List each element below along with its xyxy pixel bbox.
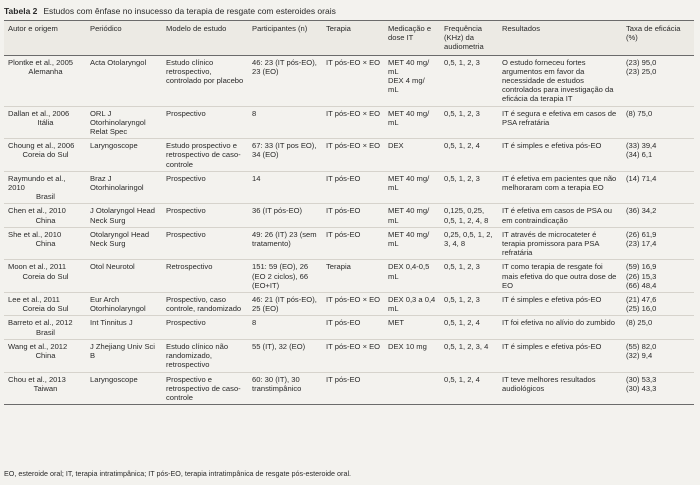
medication-dose: MET 40 mg/ mL [388,108,430,127]
rate-cell [622,106,694,139]
efficacy-rate: (14) 71,4 [626,173,657,183]
efficacy-rate: (23) 95,0 [626,57,657,67]
efficacy-rate: (21) 47,6 [626,295,657,305]
audiometry-frequency: 0,5, 1, 2, 3 [444,295,480,305]
therapy: IT pós-EO × EO [326,341,381,351]
frequency-cell [440,227,498,260]
results-cell [498,106,622,139]
study-design: Prospectivo [166,229,206,239]
efficacy-rate: (26) 15,3 [626,271,657,281]
study-design: Prospectivo e retrospectivo de caso-controle [166,374,241,402]
participants-cell [248,372,322,405]
therapy: IT pós-EO × EO [326,141,381,151]
rate-cell [622,260,694,293]
rate-cell [622,316,694,339]
efficacy-rate: (26) 61,9 [626,229,657,239]
participants: 46: 23 (IT pós-EO), 23 (EO) [252,57,317,76]
table-row [4,372,694,405]
design-cell [162,372,248,405]
participants: 60: 30 (IT), 30 transtimpânico [252,374,302,393]
header-rate: Taxa de eficácia (%) [622,21,694,56]
frequency-cell [440,316,498,339]
journal: Otol Neurotol [90,262,135,272]
frequency-cell [440,372,498,405]
therapy-cell [322,204,384,227]
journal: Eur Arch Otorhinolaryngol [90,295,146,314]
author-cell [4,139,86,172]
rate-cell [622,204,694,227]
journal: J Otolaryngol Head Neck Surg [90,206,156,225]
design-cell [162,139,248,172]
therapy: IT pós-EO × EO [326,108,381,118]
medication-dose: MET [388,318,405,328]
study-design: Prospectivo [166,173,206,183]
author-cell [4,55,86,106]
header-results: Resultados [498,21,622,56]
therapy-cell [322,171,384,204]
participants-cell [248,139,322,172]
participants: 14 [252,173,261,183]
medication-cell [384,171,440,204]
efficacy-rate: (25) 16,0 [626,304,657,314]
participants: 36 (IT pós-EO) [252,206,303,216]
author-cell [4,260,86,293]
author-cell [4,293,86,316]
design-cell [162,106,248,139]
journal-cell [86,260,162,293]
efficacy-rate: (59) 16,9 [626,262,657,272]
therapy-cell [322,260,384,293]
results-cell [498,139,622,172]
results-cell [498,227,622,260]
design-cell [162,339,248,372]
author-cell [4,316,86,339]
participants-cell [248,55,322,106]
author-name: Wang et al., 2012 [8,341,68,351]
journal: Otolaryngol Head Neck Surg [90,229,150,249]
results: IT através de microcateter é terapia promissora para PSA refratária [502,229,600,258]
rate-cell [622,227,694,260]
results: IT foi efetiva no alívio do zumbido [502,318,615,328]
table-title: Estudos com ênfase no insucesso da terapia de resgate com esteroides orais [43,6,336,16]
frequency-cell [440,171,498,204]
author-country: Coreia do Sul [22,304,69,314]
medication-cell [384,139,440,172]
header-design: Modelo de estudo [162,21,248,56]
efficacy-rate: (36) 34,2 [626,206,657,216]
frequency-cell [440,106,498,139]
study-design: Prospectivo, caso controle, randomizado [166,295,242,314]
participants: 151: 59 (EO), 26 (EO 2 ciclos), 66 (EO+IT) [252,262,309,290]
efficacy-rate: (66) 48,4 [626,280,657,290]
journal: Laryngoscope [90,141,138,151]
table-footnote: EO, esteroide oral; IT, terapia intratimpânica; IT pós-EO, terapia intratimpânica de resgate pós-esteroide oral. [4,469,352,478]
study-design: Estudo clínico não randomizado, retrospectivo [166,341,229,370]
author-country: Coreia do Sul [22,271,69,281]
results: IT é efetiva em pacientes que não melhoraram com a terapia EO [502,173,617,193]
author-cell [4,204,86,227]
design-cell [162,204,248,227]
author-cell [4,171,86,204]
medication-cell [384,227,440,260]
author-country: Itália [37,117,54,127]
design-cell [162,316,248,339]
medication-dose: DEX 0,4-0,5 mL [388,262,430,281]
participants: 67: 33 (IT pos EO), 34 (EO) [252,141,317,160]
header-participants: Participantes (n) [248,21,322,56]
frequency-cell [440,204,498,227]
results: IT é simples e efetiva pós-EO [502,295,602,305]
journal-cell [86,316,162,339]
author-name: Dallan et al., 2006 [8,108,70,118]
journal-cell [86,372,162,405]
therapy: Terapia [326,262,351,272]
medication-cell [384,293,440,316]
author-name: Lee et al., 2011 [8,295,60,305]
results: IT é efetiva em casos de PSA ou em contraindicação [502,206,613,225]
author-name: Chou et al., 2013 [8,374,66,384]
therapy-cell [322,293,384,316]
journal: Acta Otolaryngol [90,57,147,67]
table-header [4,21,694,56]
participants: 49: 26 (IT) 23 (sem tratamento) [252,229,317,249]
table-row [4,139,694,172]
therapy: IT pós-EO [326,173,361,183]
study-design: Prospectivo [166,318,206,328]
frequency-cell [440,139,498,172]
header-therapy: Terapia [322,21,384,56]
rate-cell [622,171,694,204]
author-country: Alemanha [28,66,63,76]
study-design: Prospectivo [166,108,206,118]
journal-cell [86,293,162,316]
author-cell [4,227,86,260]
efficacy-rate: (33) 39,4 [626,141,657,151]
author-name: Plontke et al., 2005 [8,57,74,67]
therapy-cell [322,316,384,339]
author-name: Choung et al., 2006 [8,141,75,151]
medication-dose: MET 40 mg/ mL [388,173,430,193]
table-row [4,106,694,139]
results-cell [498,316,622,339]
results: IT como terapia de resgate foi mais efetiva do que outra dose de EO [502,262,617,290]
audiometry-frequency: 0,125, 0,25, 0,5, 1, 2, 4, 8 [444,206,489,225]
journal: J Zhejiang Univ Sci B [90,341,155,361]
table-row [4,339,694,372]
design-cell [162,55,248,106]
results-cell [498,260,622,293]
results: IT é segura e efetiva em casos de PSA refratária [502,108,617,127]
results: IT teve melhores resultados audiológicos [502,374,596,393]
efficacy-rate: (32) 9,4 [626,351,653,361]
header-journal: Periódico [86,21,162,56]
results-cell [498,55,622,106]
header-medication: Medicação e dose IT [384,21,440,56]
efficacy-rate: (30) 53,3 [626,374,657,384]
participants: 46: 21 (IT pós-EO), 25 (EO) [252,295,317,314]
journal-cell [86,204,162,227]
journal: Int Tinnitus J [90,318,133,328]
rate-cell [622,372,694,405]
table-row [4,293,694,316]
audiometry-frequency: 0,5, 1, 2, 3, 4 [444,341,489,351]
efficacy-rate: (34) 6,1 [626,150,653,160]
study-design: Estudo prospectivo e retrospectivo de caso-controle [166,141,241,169]
frequency-cell [440,260,498,293]
efficacy-rate: (55) 82,0 [626,341,657,351]
table-row [4,316,694,339]
results: IT é simples e efetiva pós-EO [502,141,602,151]
medication-cell [384,316,440,339]
author-name: Barreto et al., 2012 [8,318,73,328]
therapy-cell [322,55,384,106]
audiometry-frequency: 0,5, 1, 2, 4 [444,141,480,151]
frequency-cell [440,293,498,316]
therapy-cell [322,139,384,172]
participants-cell [248,260,322,293]
frequency-cell [440,339,498,372]
medication-dose: MET 40 mg/ mL [388,206,430,225]
therapy: IT pós-EO × EO [326,295,381,305]
participants-cell [248,106,322,139]
author-country: China [35,239,56,249]
study-design: Estudo clínico retrospectivo, controlado por placebo [166,57,244,86]
participants-cell [248,339,322,372]
table-body [4,55,694,405]
frequency-cell [440,55,498,106]
header-author: Autor e origem [4,21,86,56]
participants-cell [248,171,322,204]
medication-cell [384,106,440,139]
participants-cell [248,227,322,260]
table-label: Tabela 2 [4,6,38,16]
efficacy-rate: (23) 17,4 [626,239,657,249]
therapy: IT pós-EO × EO [326,57,381,67]
author-cell [4,106,86,139]
audiometry-frequency: 0,5, 1, 2, 3 [444,57,480,67]
efficacy-rate: (8) 75,0 [626,108,653,118]
therapy-cell [322,339,384,372]
therapy-cell [322,372,384,405]
participants: 8 [252,108,257,118]
therapy: IT pós-EO [326,318,361,328]
journal: Laryngoscope [90,374,138,384]
author-name: Moon et al., 2011 [8,262,67,272]
medication-cell [384,372,440,405]
results-cell [498,339,622,372]
design-cell [162,293,248,316]
author-country: China [35,351,56,361]
medication-dose: MET 40 mg/ mL [388,229,430,249]
results: IT é simples e efetiva pós-EO [502,341,602,351]
author-country: Coreia do Sul [22,150,69,160]
audiometry-frequency: 0,5, 1, 2, 4 [444,318,480,328]
results-cell [498,204,622,227]
audiometry-frequency: 0,5, 1, 2, 3 [444,173,480,183]
journal-cell [86,339,162,372]
journal-cell [86,106,162,139]
medication-dose: DEX [388,141,404,151]
journal-cell [86,227,162,260]
study-design: Retrospectivo [166,262,213,272]
author-country: Taiwan [33,383,58,393]
author-name: She et al., 2010 [8,229,62,239]
efficacy-rate: (23) 25,0 [626,66,657,76]
journal-cell [86,55,162,106]
therapy-cell [322,106,384,139]
therapy: IT pós-EO [326,229,361,239]
author-name: Raymundo et al., 2010 [8,173,66,193]
journal-cell [86,171,162,204]
table-row [4,171,694,204]
author-country: Brasil [36,192,55,202]
medication-cell [384,55,440,106]
participants-cell [248,204,322,227]
medication-dose: DEX 10 mg [388,341,427,351]
rate-cell [622,139,694,172]
rate-cell [622,339,694,372]
journal: ORL J Otorhinolaryngol Relat Spec [90,108,146,137]
rate-cell [622,55,694,106]
medication-cell [384,204,440,227]
medication-dose: DEX 0,3 a 0,4 mL [388,295,436,314]
efficacy-rate: (30) 43,3 [626,383,657,393]
medication-dose: DEX 4 mg/ mL [388,76,425,95]
results-cell [498,293,622,316]
author-name: Chen et al., 2010 [8,206,66,216]
studies-table [4,20,694,405]
design-cell [162,171,248,204]
table-caption [4,4,694,18]
therapy-cell [322,227,384,260]
participants-cell [248,316,322,339]
author-cell [4,372,86,405]
header-frequency: Frequência (KHz) da audiometria [440,21,498,56]
table-row [4,227,694,260]
medication-cell [384,339,440,372]
audiometry-frequency: 0,5, 1, 2, 3 [444,262,480,272]
author-country: China [35,215,56,225]
audiometry-frequency: 0,5, 1, 2, 3 [444,108,480,118]
results-cell [498,372,622,405]
participants: 8 [252,318,257,328]
table-row [4,55,694,106]
rate-cell [622,293,694,316]
participants: 55 (IT), 32 (EO) [252,341,306,351]
medication-cell [384,260,440,293]
participants-cell [248,293,322,316]
results-cell [498,171,622,204]
author-country: Brasil [36,327,55,337]
table-row [4,204,694,227]
design-cell [162,260,248,293]
design-cell [162,227,248,260]
audiometry-frequency: 0,5, 1, 2, 4 [444,374,480,384]
therapy: IT pós-EO [326,374,361,384]
journal: Braz J Otorhinolaringol [90,173,144,193]
audiometry-frequency: 0,25, 0,5, 1, 2, 3, 4, 8 [444,229,493,249]
results: O estudo forneceu fortes argumentos em favor da necessidade de estudos controlados para investigação da eficácia da terapia IT [502,57,614,104]
table-row [4,260,694,293]
study-design: Prospectivo [166,206,206,216]
author-cell [4,339,86,372]
efficacy-rate: (8) 25,0 [626,318,653,328]
journal-cell [86,139,162,172]
therapy: IT pós-EO [326,206,361,216]
medication-dose: MET 40 mg/ mL [388,57,430,76]
